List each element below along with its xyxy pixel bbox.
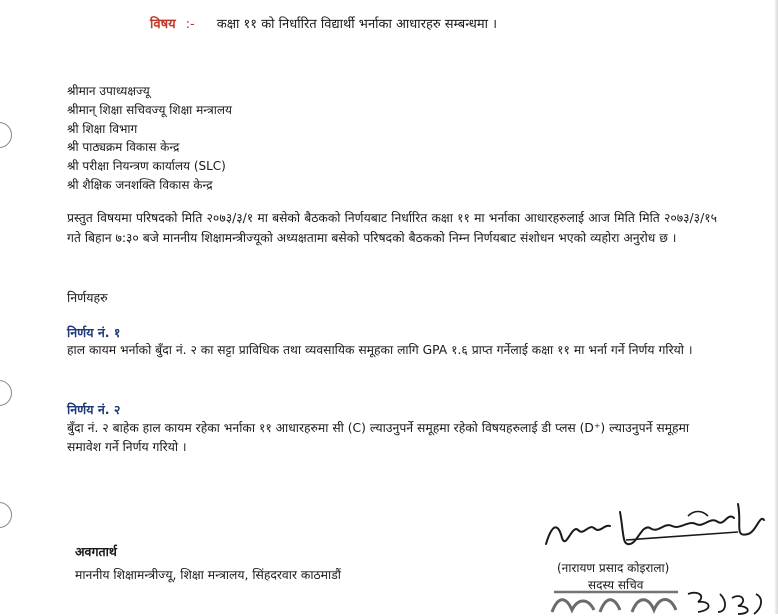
decision-2-body: बुँदा नं. २ बाहेक हाल कायम रहेका भर्नाका ११ आधारहरुमा सी (C) ल्याउनुपर्ने समूहमा रहेको विषयहरुलाई डी प्लस (D⁺) ल्याउनुपर्ने समूहमा समावेश गर्ने निर्णय गरियो । bbox=[67, 421, 690, 454]
recipient-line: श्रीमान उपाध्यक्षज्यू bbox=[67, 84, 150, 98]
recipient-line: श्रीमान् शिक्षा सचिवज्यू शिक्षा मन्त्रालय bbox=[67, 102, 233, 117]
subject-label: विषय bbox=[150, 17, 176, 32]
page-edge-shadow bbox=[774, 0, 778, 614]
punch-hole bbox=[0, 502, 12, 528]
body-paragraph: प्रस्तुत विषयमा परिषदको मिति २०७३/३/१ मा बसेको बैठकको निर्णयबाट निर्धारित कक्षा ११ मा भर्नाका आधारहरुलाई आज मिति मिति २०७३/३/१५ गते बिहान ७:३० बजे माननीय शिक्षामन्त्रीज्यूको अध्यक्षतामा बसेको परिषदको बैठकको निम्न निर्णयबाट संशोधन भएको व्यहोरा अनुरोध छ । bbox=[67, 211, 717, 245]
recipient-line: श्री पाठ्यक्रम विकास केन्द्र bbox=[67, 140, 180, 155]
subject-text: कक्षा ११ को निर्धारित विद्यार्थी भर्नाका आधारहरु सम्बन्धमा । bbox=[216, 17, 498, 32]
recipient-line: श्री शिक्षा विभाग bbox=[67, 121, 138, 136]
handwritten-signature bbox=[538, 494, 768, 564]
punch-hole bbox=[0, 122, 12, 148]
recipient-line: श्री शैक्षिक जनशक्ति विकास केन्द्र bbox=[67, 177, 213, 192]
official-stamp bbox=[548, 588, 773, 616]
punch-hole bbox=[0, 380, 12, 406]
subject-line bbox=[150, 14, 497, 32]
decision-2-title: निर्णय नं. २ bbox=[67, 402, 121, 417]
cc-heading: अवगतार्थ bbox=[75, 544, 117, 559]
recipient-line: श्री परीक्षा नियन्त्रण कार्यालय (SLC) bbox=[67, 159, 226, 174]
subject-separator: :- bbox=[185, 17, 195, 32]
signatory-name: (नारायण प्रसाद कोइराला) bbox=[557, 561, 670, 575]
recipient-list bbox=[67, 82, 232, 195]
cc-recipient: माननीय शिक्षामन्त्रीज्यू, शिक्षा मन्त्रालय, सिंहदरवार काठमाडौं bbox=[75, 568, 341, 582]
decisions-heading: निर्णयहरु bbox=[67, 290, 108, 305]
signatory-role: सदस्य सचिव bbox=[588, 578, 644, 592]
decision-1-body: हाल कायम भर्नाको बुँदा नं. २ का सट्टा प्राविधिक तथा व्यवसायिक समूहका लागि GPA १.६ प्राप्त गर्नेलाई कक्षा ११ मा भर्ना गर्ने निर्णय गरियो । bbox=[67, 343, 693, 357]
decision-1-title: निर्णय नं. १ bbox=[67, 325, 121, 340]
